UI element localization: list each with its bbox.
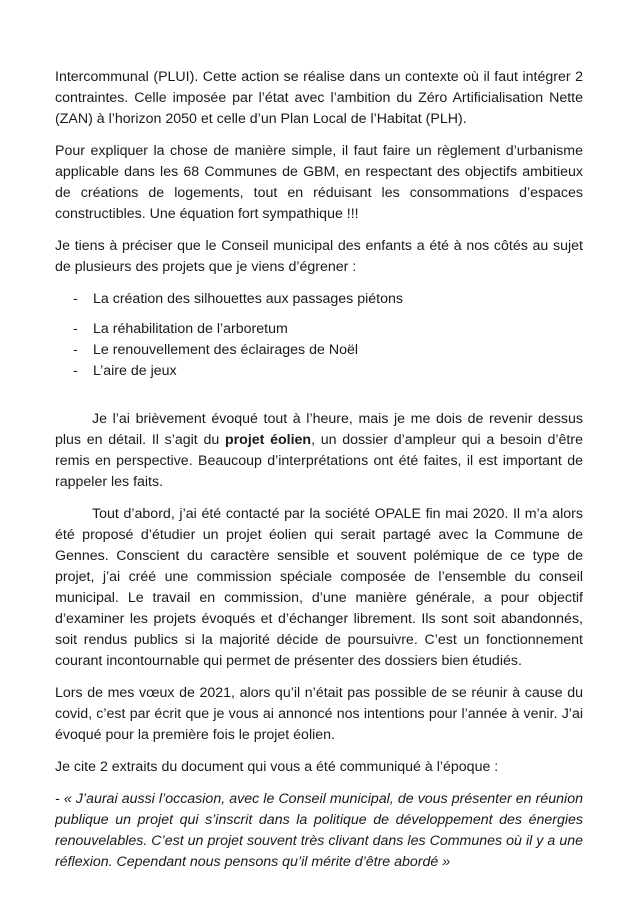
list-item-text: L’aire de jeux [93,363,177,379]
list-dash: - [73,363,78,379]
paragraph-opale: Tout d’abord, j’ai été contacté par la société OPALE fin mai 2020. Il m’a alors été proposé d’étudier un projet éolien qui serait partagé avec la Commune de Gennes. Conscient du caractère sensible et souvent polémique de ce type de projet, j’ai créé une commission spéciale composée de l’ensemble du conseil municipal. Le travail en commission, d’une manière générale, a pour objectif d’examiner les projets évoqués et d’échanger librement. Ils sont soit abandonnés, soit rendus publics si la majorité décide de poursuivre. C’est un fonctionnement courant incontournable qui permet de présenter des dossiers bien étudiés. [55,506,583,669]
list-dash: - [73,291,78,307]
paragraph-text: Je l’ai brièvement évoqué tout à l’heure, mais je me dois de revenir dessus plus en détail. Il s’agit du [55,411,583,448]
list-item [55,289,583,310]
list-item [55,340,583,361]
paragraph-text: , un dossier d’ampleur qui a besoin d’être remis en perspective. Beaucoup d’interprétations ont été faites, il est important de rappeler les faits. [55,432,583,490]
document-body [55,67,583,873]
quote-extract: - « J’aurai aussi l’occasion, avec le Conseil municipal, de vous présenter en réunion publique un projet qui s’inscrit dans la politique de développement des énergies renouvelables. C’est un projet souvent très clivant dans les Communes où il y a une réflexion. Cependant nous pensons qu’il mérite d’être abordé » [55,791,583,870]
bold-phrase: projet éolien [224,432,312,448]
paragraph-conseil-enfants: Je tiens à préciser que le Conseil municipal des enfants a été à nos côtés au sujet de plusieurs des projets que je viens d’égrener : [55,238,583,275]
list-dash: - [73,321,78,337]
list-dash: - [73,342,78,358]
list-item-text: La création des silhouettes aux passages piétons [93,291,403,307]
list-item-text: La réhabilitation de l’arboretum [93,321,288,337]
list-item [55,319,583,340]
list-item [55,361,583,382]
paragraph-plui: Intercommunal (PLUI). Cette action se réalise dans un contexte où il faut intégrer 2 contraintes. Celle imposée par l’état avec l’ambition du Zéro Artificialisation Nette (ZAN) à l’horizon 2050 et celle d’un Plan Local de l’Habitat (PLH). [55,69,583,127]
paragraph-voeux-2021: Lors de mes vœux de 2021, alors qu’il n’était pas possible de se réunir à cause du covid, c’est par écrit que je vous ai annoncé nos intentions pour l’année à venir. J’ai évoqué pour la première fois le projet éolien. [55,685,583,743]
list-item-text: Le renouvellement des éclairages de Noël [93,342,358,358]
paragraph-extraits: Je cite 2 extraits du document qui vous a été communiqué à l’époque : [55,759,499,775]
paragraph-projet-eolien [55,409,583,493]
project-list [55,289,583,382]
paragraph-gbm: Pour expliquer la chose de manière simple, il faut faire un règlement d’urbanisme applicable dans les 68 Communes de GBM, en respectant des objectifs ambitieux de créations de logements, tout en réduisant les consommations d’espaces constructibles. Une équation fort sympathique !!! [55,143,583,222]
